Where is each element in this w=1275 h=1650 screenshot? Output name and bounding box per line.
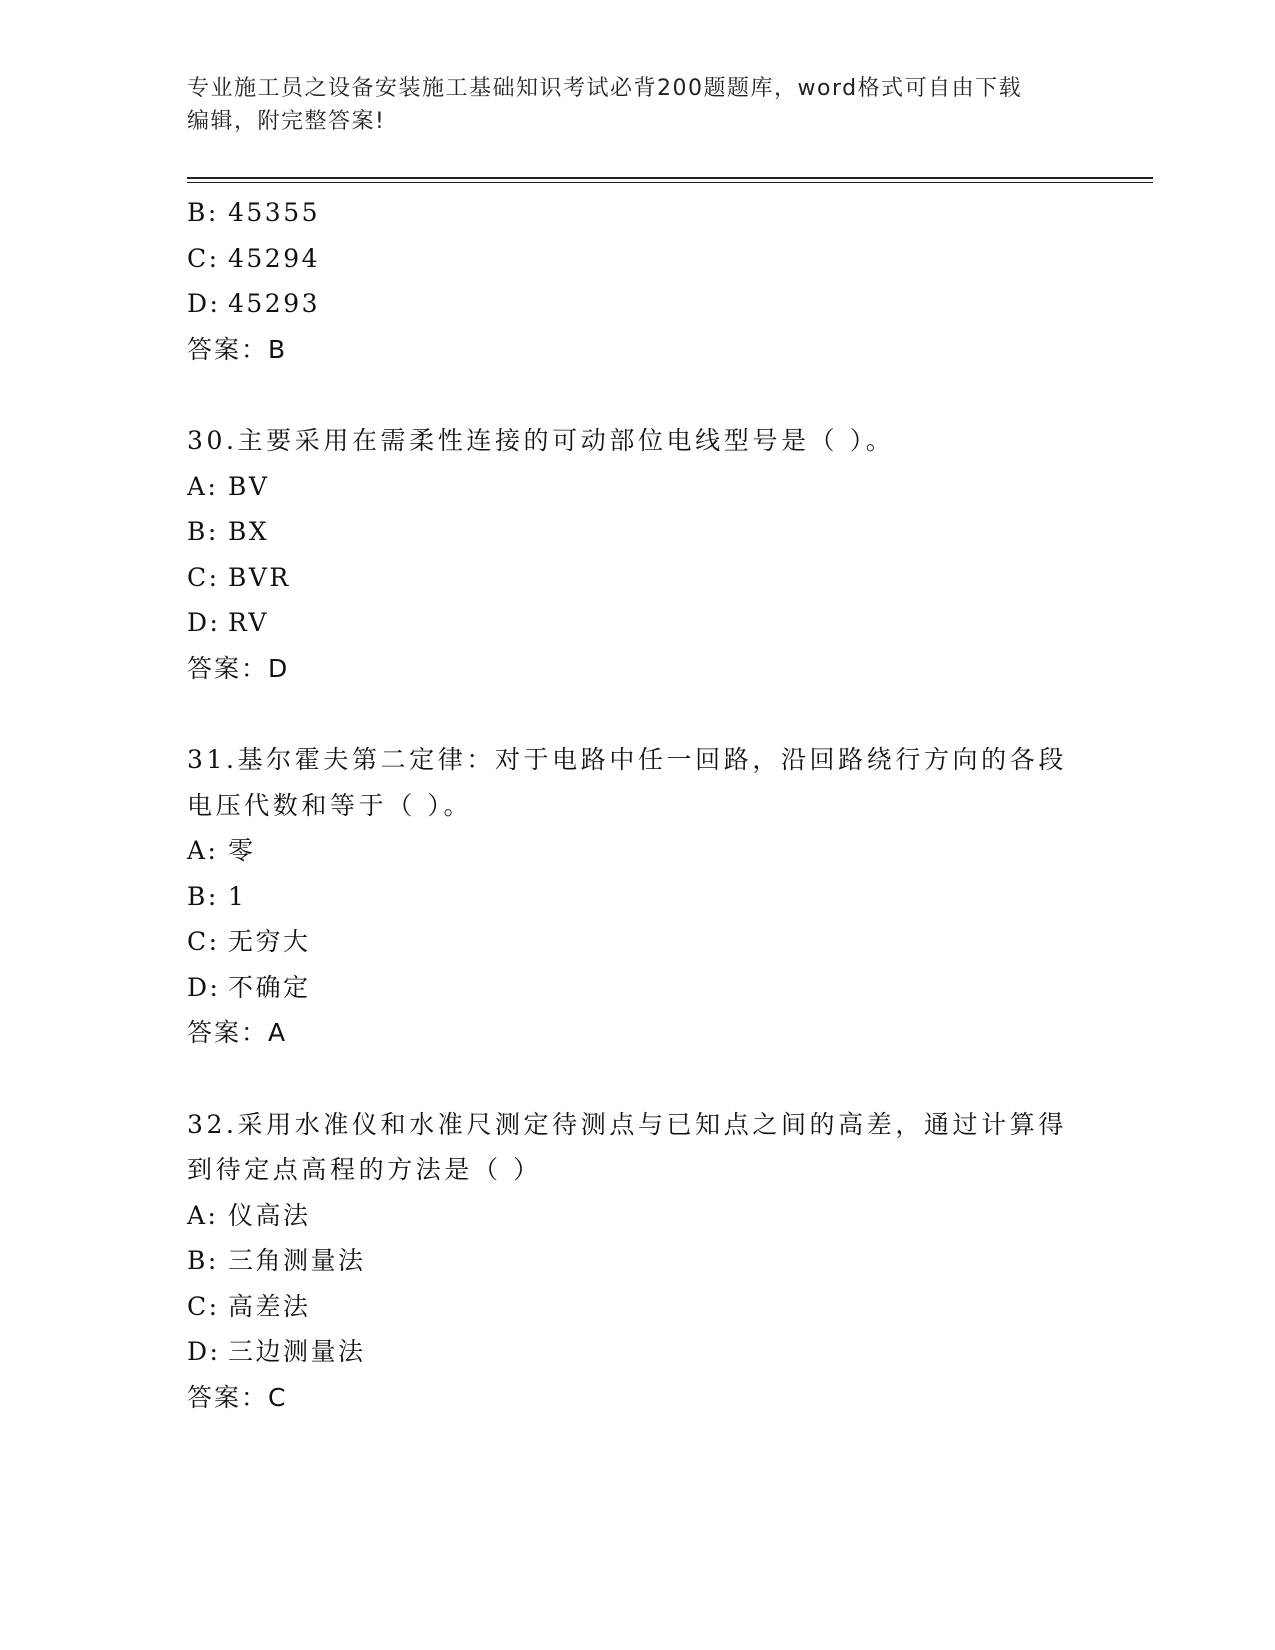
question-stem-line-1: 32.采用水准仪和水准尺测定待测点与已知点之间的高差，通过计算得: [187, 1109, 1067, 1139]
answer-line: 答案：C: [187, 1382, 288, 1412]
option-b: B: 1: [187, 881, 247, 911]
question-32: [187, 1102, 1087, 1421]
header-divider-thick: [187, 177, 1153, 179]
question-31: [187, 737, 1087, 1056]
question-stem: 30.主要采用在需柔性连接的可动部位电线型号是（ ）。: [187, 426, 895, 455]
header-title-line-2: 编辑，附完整答案!: [187, 109, 386, 134]
option-c: C: 高差法: [187, 1291, 311, 1321]
option-c: C: 45294: [187, 243, 321, 273]
question-continued: [187, 190, 1087, 372]
answer-line: 答案：D: [187, 653, 290, 683]
page-header: [187, 72, 1067, 138]
answer-line: 答案：A: [187, 1018, 288, 1047]
option-d: D: 三边测量法: [187, 1337, 366, 1366]
question-stem-line-2: 到待定点高程的方法是（ ）: [187, 1155, 542, 1184]
option-c: C: BVR: [187, 562, 291, 592]
header-title-line-1: 专业施工员之设备安装施工基础知识考试必背200题题库，word格式可自由下载: [187, 76, 1023, 101]
option-b: B: 三角测量法: [187, 1246, 366, 1275]
question-stem-line-2: 电压代数和等于（ ）。: [187, 790, 473, 820]
option-d: D: 45293: [187, 289, 321, 318]
option-a: A: 零: [187, 836, 256, 865]
question-stem-line-1: 31.基尔霍夫第二定律：对于电路中任一回路，沿回路绕行方向的各段: [187, 745, 1067, 774]
option-a: A: BV: [187, 471, 270, 501]
question-list: [187, 190, 1087, 1420]
header-divider-thin: [187, 182, 1153, 183]
question-30: [187, 418, 1087, 691]
option-b: B: 45355: [187, 198, 321, 227]
option-d: D: 不确定: [187, 972, 311, 1002]
answer-line: 答案：B: [187, 334, 288, 364]
option-b: B: BX: [187, 517, 270, 546]
option-d: D: RV: [187, 608, 269, 637]
option-c: C: 无穷大: [187, 927, 311, 956]
option-a: A: 仪高法: [187, 1200, 311, 1230]
